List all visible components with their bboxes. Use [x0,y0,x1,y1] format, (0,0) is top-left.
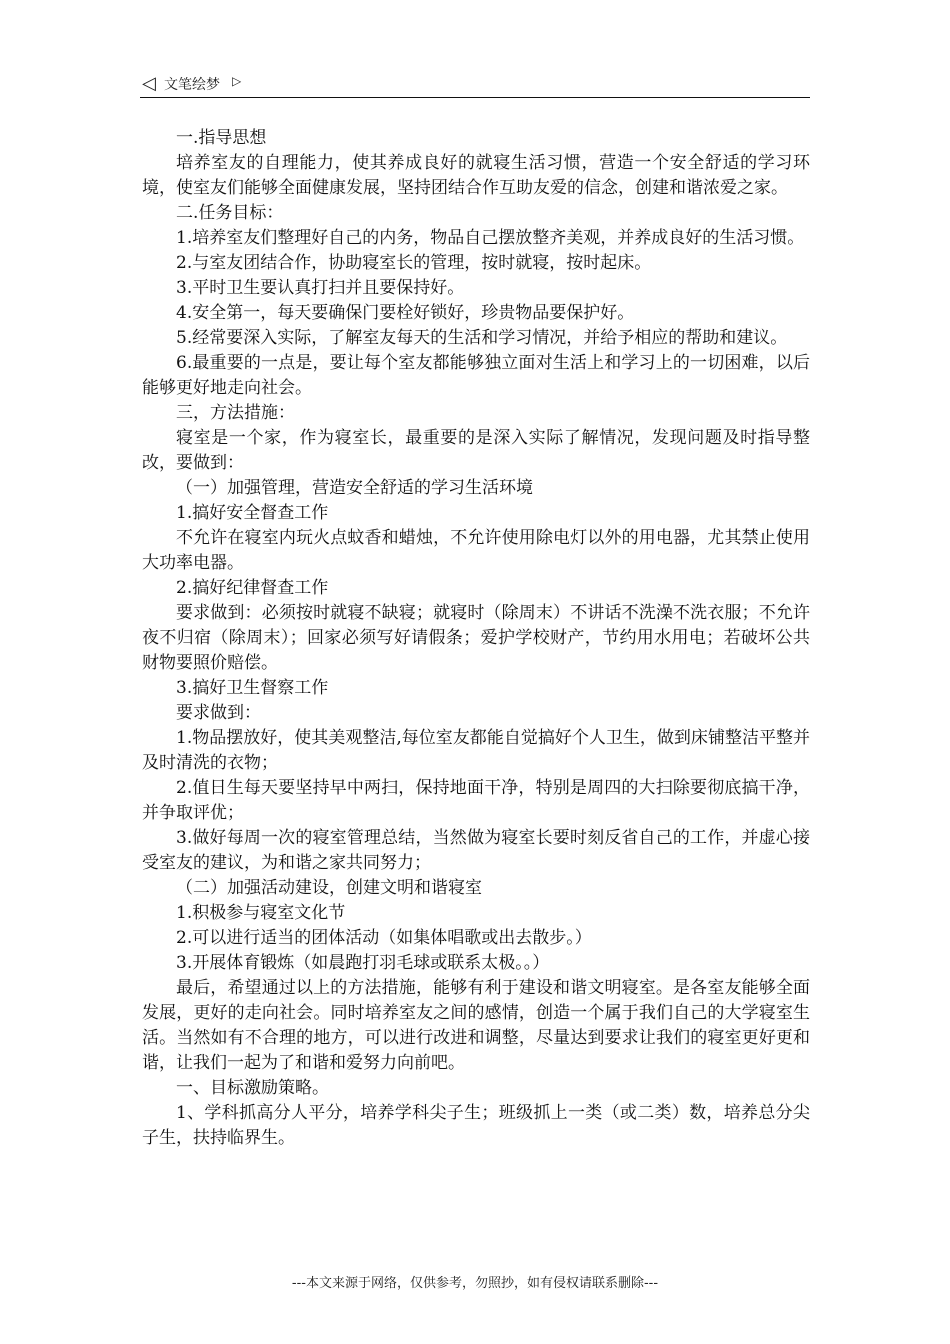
paragraph: 不允许在寝室内玩火点蚊香和蜡烛，不允许使用除电灯以外的用电器，尤其禁止使用大功率电器。 [142,528,810,573]
triangle-left-icon: ◁ [142,73,156,94]
list-item: 3.搞好卫生督察工作 [176,678,329,698]
paragraph: 要求做到： [176,703,261,723]
subheading: （一）加强管理，营造安全舒适的学习生活环境 [176,478,533,498]
list-item: 1.物品摆放好，使其美观整洁,每位室友都能自觉搞好个人卫生，做到床铺整洁平整并及时清洗的衣物； [142,728,810,773]
document-body [142,126,810,1151]
list-item: 6.最重要的一点是，要让每个室友都能够独立面对生活上和学习上的一切困难，以后能够更好地走向社会。 [142,353,810,398]
list-item: 1.搞好安全督查工作 [176,503,329,523]
list-item: 2.值日生每天要坚持早中两扫，保持地面干净，特别是周四的大扫除要彻底搞干净，并争取评优； [142,778,810,823]
list-item: 3.开展体育锻炼（如晨跑打羽毛球或联系太极。。） [176,953,550,973]
heading-task-goals: 二.任务目标： [176,203,284,223]
paragraph: 要求做到：必须按时就寝不缺寝；就寝时（除周末）不讲话不洗澡不洗衣服；不允许夜不归宿（除周末）；回家必须写好请假条；爱护学校财产，节约用水用电；若破坏公共财物要照价赔偿。 [142,603,810,673]
heading-methods: 三，方法措施： [176,403,295,423]
subheading: （二）加强活动建设，创建文明和谐寝室 [176,878,482,898]
heading-incentive-strategy: 一、目标激励策略。 [176,1078,329,1098]
list-item: 2.搞好纪律督查工作 [176,578,329,598]
list-item: 3.平时卫生要认真打扫并且要保持好。 [176,278,465,298]
page-header [140,72,810,96]
triangle-right-icon: ▷ [232,74,242,88]
list-item: 3.做好每周一次的寝室管理总结，当然做为寝室长要时刻反省自己的工作，并虚心接受室友的建议，为和谐之家共同努力； [142,828,810,873]
list-item: 1.培养室友们整理好自己的内务，物品自己摆放整齐美观，并养成良好的生活习惯。 [176,228,805,248]
footer-disclaimer: ---本文来源于网络，仅供参考，勿照抄，如有侵权请联系删除--- [291,1276,659,1291]
list-item: 2.与室友团结合作，协助寝室长的管理，按时就寝，按时起床。 [176,253,652,273]
paragraph: 培养室友的自理能力，使其养成良好的就寝生活习惯，营造一个安全舒适的学习环境，使室友们能够全面健康发展，坚持团结合作互助友爱的信念，创建和谐浓爱之家。 [142,153,810,198]
list-item: 1、学科抓高分人平分，培养学科尖子生；班级抓上一类（或二类）数，培养总分尖子生，扶持临界生。 [142,1103,810,1148]
paragraph: 最后，希望通过以上的方法措施，能够有利于建设和谐文明寝室。是各室友能够全面发展，更好的走向社会。同时培养室友之间的感情，创造一个属于我们自己的大学寝室生活。当然如有不合理的地方，可以进行改进和调整，尽量达到要求让我们的寝室更好更和谐，让我们一起为了和谐和爱努力向前吧。 [142,978,810,1073]
list-item: 4.安全第一，每天要确保门要栓好锁好，珍贵物品要保护好。 [176,303,635,323]
list-item: 1.积极参与寝室文化节 [176,903,346,923]
list-item: 5.经常要深入实际，了解室友每天的生活和学习情况，并给予相应的帮助和建议。 [176,328,788,348]
header-divider [140,97,810,98]
brand-name: 文笔绘梦 [164,77,220,93]
paragraph: 寝室是一个家，作为寝室长，最重要的是深入实际了解情况，发现问题及时指导整改，要做到： [142,428,810,473]
heading-guiding-thought: 一.指导思想 [176,128,267,148]
list-item: 2.可以进行适当的团体活动（如集体唱歌或出去散步。） [176,928,592,948]
